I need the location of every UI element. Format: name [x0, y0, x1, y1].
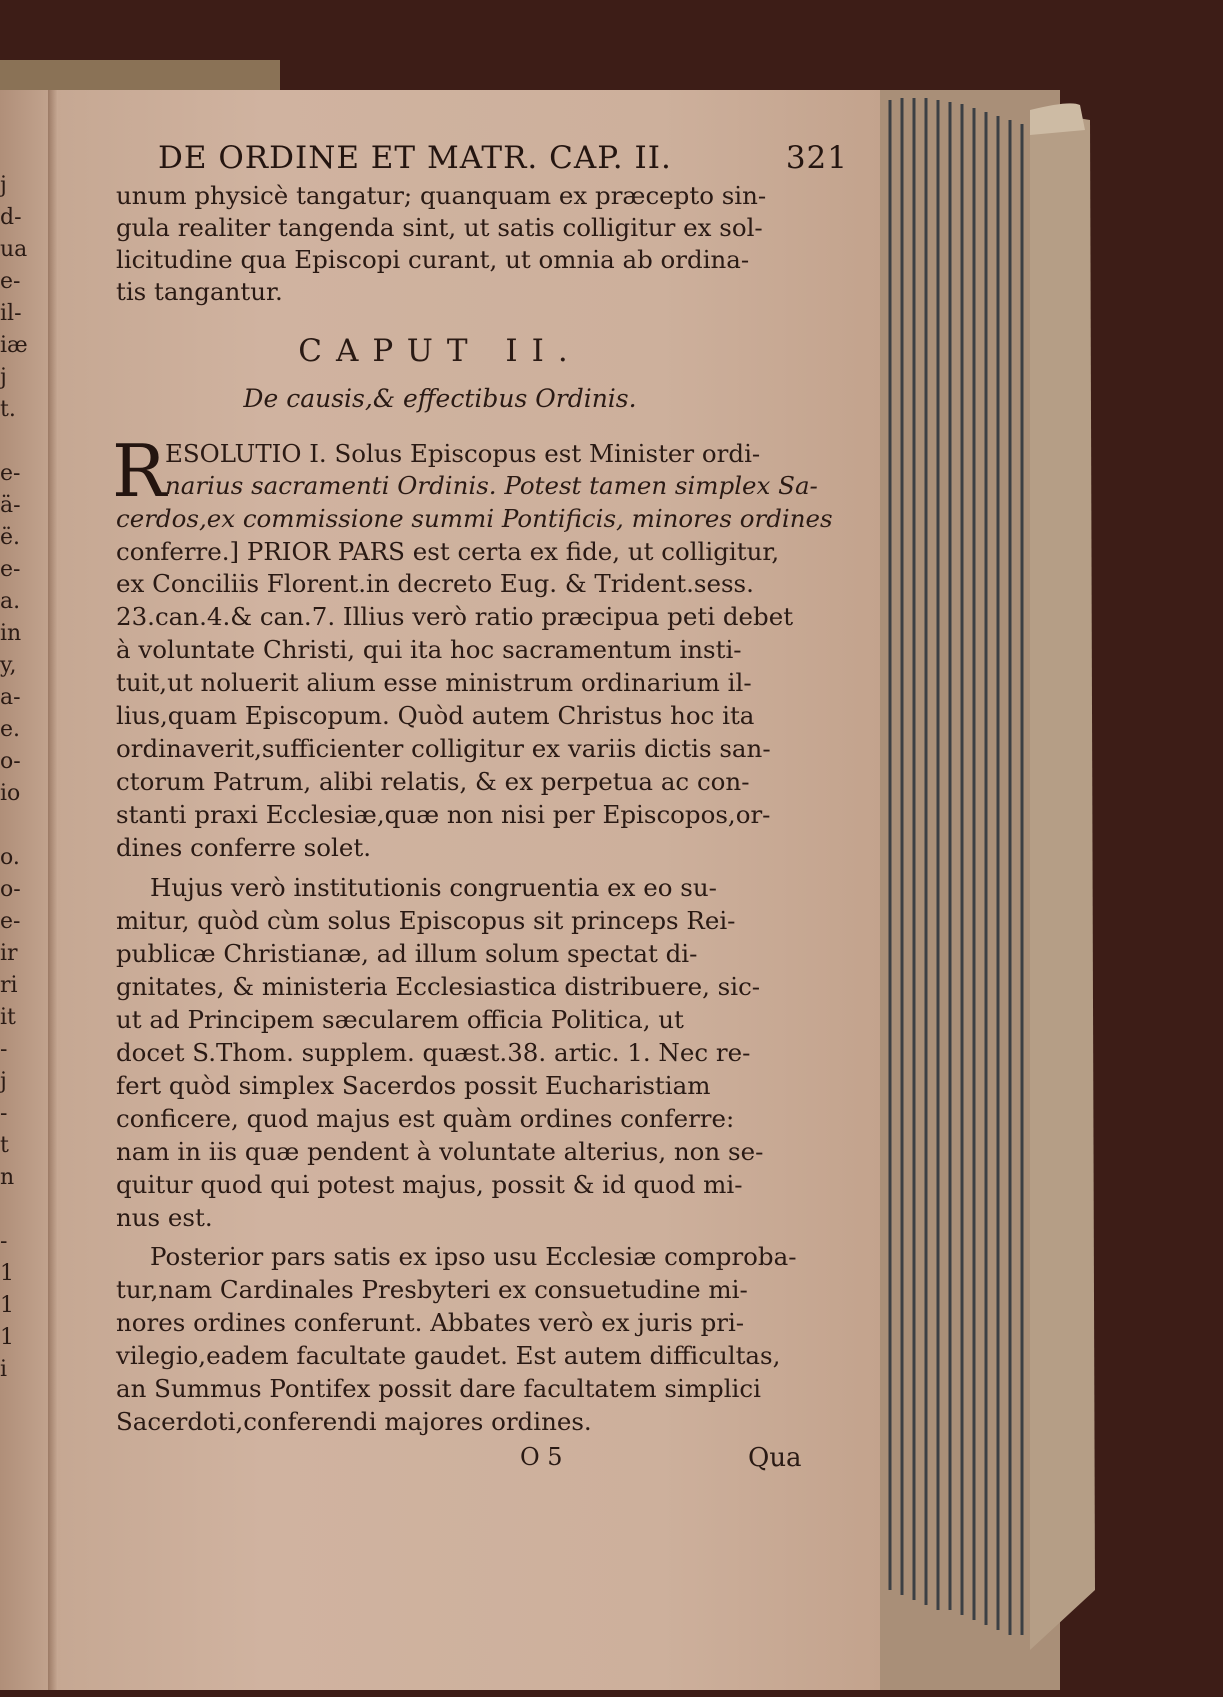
intro-line: unum physicè tangatur; quanquam ex præcepto sin-	[116, 181, 767, 210]
signature-mark: O 5	[520, 1443, 563, 1471]
resolutio-line: 23.can.4.& can.7. Illius verò ratio præcipua peti debet	[116, 602, 794, 631]
paragraph-line: an Summus Pontifex possit dare facultatem simplici	[116, 1374, 761, 1403]
resolutio-line: conferre.] PRIOR PARS est certa ex fide, ut colligitur,	[116, 537, 780, 566]
page-gutter	[48, 90, 58, 1690]
previous-page-fragment: ä-	[0, 493, 21, 518]
previous-page-fragment: o-	[0, 877, 21, 902]
previous-page-fragment: ir	[0, 941, 18, 966]
previous-page-fragment: -	[0, 1101, 8, 1126]
page-number: 321	[785, 140, 848, 176]
previous-page-fragment: 1	[0, 1293, 14, 1318]
running-head-title: DE ORDINE ET MATR. CAP. II.	[158, 140, 672, 176]
paragraph-line: nores ordines conferunt. Abbates verò ex juris pri-	[116, 1308, 745, 1337]
previous-page-fragment: e.	[0, 717, 21, 742]
paragraph-line: Sacerdoti,conferendi majores ordines.	[116, 1407, 592, 1436]
previous-page-fragment: a-	[0, 685, 21, 710]
paragraph-line: ut ad Principem sæcularem officia Politica, ut	[116, 1005, 684, 1034]
previous-page-fragment: t	[0, 1133, 9, 1158]
intro-line: licitudine qua Episcopi curant, ut omnia ab ordina-	[116, 245, 750, 274]
previous-page-fragment: 1	[0, 1325, 14, 1350]
previous-page-fragment: a.	[0, 589, 21, 614]
previous-page-fragment: in	[0, 621, 22, 646]
resolutio-line: cerdos,ex commissione summi Pontificis, minores ordines	[116, 504, 833, 533]
previous-page-fragment: t.	[0, 397, 16, 422]
previous-page-fragment: y,	[0, 653, 17, 678]
intro-line: tis tangantur.	[116, 277, 283, 306]
resolutio-line: narius sacramenti Ordinis. Potest tamen simplex Sa-	[165, 471, 818, 500]
previous-page-fragment: 1	[0, 1261, 14, 1286]
previous-page-fragment: -	[0, 1229, 8, 1254]
paragraph-line: docet S.Thom. supplem. quæst.38. artic. 1. Nec re-	[116, 1038, 751, 1067]
catchword: Qua	[748, 1443, 802, 1473]
previous-page-fragment: ri	[0, 973, 18, 998]
paragraph-line: Hujus verò institutionis congruentia ex eo su-	[150, 873, 717, 902]
paragraph-line: vilegio,eadem facultate gaudet. Est autem difficultas,	[116, 1341, 781, 1370]
paragraph-line: nam in iis quæ pendent à voluntate alterius, non se-	[116, 1137, 764, 1166]
paragraph-line: publicæ Christianæ, ad illum solum spectat di-	[116, 939, 698, 968]
previous-page-fragment: j	[0, 173, 7, 198]
previous-page-fragment: -	[0, 1037, 8, 1062]
previous-page-fragment: it	[0, 1005, 16, 1030]
resolutio-line: ctorum Patrum, alibi relatis, & ex perpetua ac con-	[116, 767, 750, 796]
previous-page-fragment: io	[0, 781, 21, 806]
intro-line: gula realiter tangenda sint, ut satis colligitur ex sol-	[116, 213, 763, 242]
previous-page-fragment: o-	[0, 749, 21, 774]
previous-page-fragment: e-	[0, 461, 21, 486]
book-fore-edge	[880, 90, 1110, 1690]
resolutio-line: ordinaverit,sufficienter colligitur ex variis dictis san-	[116, 734, 771, 763]
previous-page-fragment: ua	[0, 237, 28, 262]
previous-page-fragment: iæ	[0, 333, 28, 358]
previous-page-fragment: i	[0, 1357, 8, 1382]
paragraph-line: nus est.	[116, 1203, 213, 1232]
resolutio-line: à voluntate Christi, qui ita hoc sacramentum insti-	[116, 635, 742, 664]
resolutio-line: dines conferre solet.	[116, 833, 371, 862]
previous-page-fragment: j	[0, 365, 7, 390]
paragraph-line: Posterior pars satis ex ipso usu Ecclesiæ comproba-	[150, 1242, 797, 1271]
previous-page-fragment: o.	[0, 845, 20, 870]
previous-page-fragment: ë.	[0, 525, 21, 550]
previous-page-fragment	[0, 1194, 48, 1226]
paragraph-line: quitur quod qui potest majus, possit & id quod mi-	[116, 1170, 743, 1199]
previous-page-fragment	[0, 426, 48, 458]
previous-page-fragment: e-	[0, 557, 21, 582]
resolutio-line: tuit,ut noluerit alium esse ministrum ordinarium il-	[116, 668, 752, 697]
resolutio-line: ex Conciliis Florent.in decreto Eug. & Trident.sess.	[116, 569, 754, 598]
previous-page-fragment: n	[0, 1165, 15, 1190]
previous-page-fragment: e-	[0, 269, 21, 294]
paragraph-line: fert quòd simplex Sacerdos possit Eucharistiam	[116, 1071, 711, 1100]
paragraph-line: conficere, quod majus est quàm ordines conferre:	[116, 1104, 735, 1133]
previous-page-fragment: j	[0, 1069, 7, 1094]
drop-cap: R	[112, 429, 167, 513]
previous-page-fragment: d-	[0, 205, 22, 230]
chapter-subtitle: De causis,& effectibus Ordinis.	[243, 384, 637, 413]
resolutio-line: lius,quam Episcopum. Quòd autem Christus hoc ita	[116, 701, 755, 730]
paragraph-line: tur,nam Cardinales Presbyteri ex consuetudine mi-	[116, 1275, 748, 1304]
paragraph-line: mitur, quòd cùm solus Episcopus sit princeps Rei-	[116, 906, 736, 935]
previous-page-fragment: il-	[0, 301, 22, 326]
previous-page-fragment: e-	[0, 909, 21, 934]
resolutio-line: stanti praxi Ecclesiæ,quæ non nisi per Episcopos,or-	[116, 800, 771, 829]
paragraph-line: gnitates, & ministeria Ecclesiastica distribuere, sic-	[116, 972, 761, 1001]
running-head	[158, 140, 848, 176]
resolutio-line: ESOLUTIO I. Solus Episcopus est Minister ordi-	[165, 439, 761, 468]
previous-page-fragment	[0, 810, 48, 842]
chapter-heading: CAPUT II.	[298, 333, 582, 369]
